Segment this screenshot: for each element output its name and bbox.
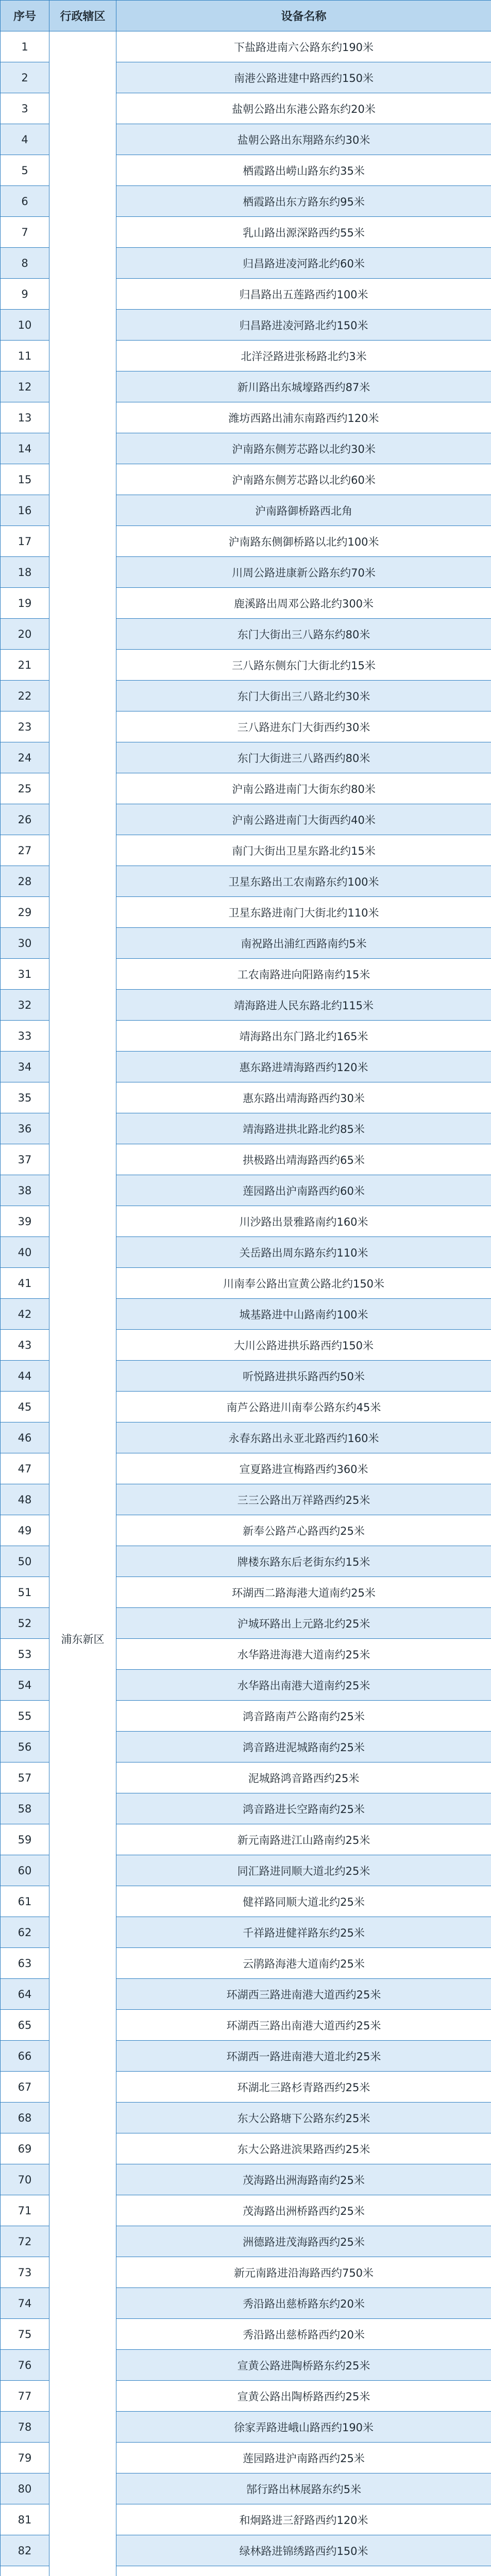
- row-device-name: 沪南路东侧御桥路以北约100米: [116, 526, 491, 557]
- row-device-name: 三八路进东门大街西约30米: [116, 711, 491, 742]
- row-seq: 41: [1, 1268, 49, 1299]
- row-device-name: 沪南路东侧芳芯路以北约30米: [116, 433, 491, 464]
- row-device-name: 东大公路进滨果路西约25米: [116, 2133, 491, 2164]
- header-row: [1, 1, 491, 31]
- row-seq: 33: [1, 1021, 49, 1052]
- row-device-name: 秀沿路出慈桥路西约20米: [116, 2319, 491, 2350]
- row-device-name: 新川路出东城壕路西约87米: [116, 371, 491, 402]
- row-device-name: 栖霞路出崂山路东约35米: [116, 155, 491, 186]
- row-device-name: 东大公路塘下公路东约25米: [116, 2103, 491, 2133]
- row-device-name: 宣黄公路进陶桥路东约25米: [116, 2350, 491, 2381]
- row-device-name: 牌楼东路东后老街东约15米: [116, 1546, 491, 1577]
- row-device-name: 秀沿路出慈桥路东约20米: [116, 2288, 491, 2319]
- row-device-name: 东门大街进三八路西约80米: [116, 742, 491, 773]
- row-device-name: 鸿音路进泥城路南约25米: [116, 1732, 491, 1762]
- row-device-name: 南港公路进建中路西约150米: [116, 62, 491, 93]
- table-body: [1, 31, 491, 2576]
- row-seq: 75: [1, 2319, 49, 2350]
- row-seq: 10: [1, 310, 49, 341]
- row-seq: 35: [1, 1082, 49, 1113]
- row-seq: 39: [1, 1206, 49, 1237]
- row-seq: 62: [1, 1917, 49, 1948]
- row-device-name: 大川公路进拱乐路西约150米: [116, 1330, 491, 1361]
- row-device-name: 听悦路进拱乐路西约50米: [116, 1361, 491, 1392]
- row-device-name: 川沙路出景雅路南约160米: [116, 1206, 491, 1237]
- row-device-name: 洲德路进茂海路西约25米: [116, 2226, 491, 2257]
- row-seq: 29: [1, 897, 49, 928]
- row-device-name: 潍坊西路出浦东南路西约120米: [116, 402, 491, 433]
- row-device-name: 南芦公路进川南奉公路东约45米: [116, 1392, 491, 1422]
- row-device-name: 关岳路出周东路东约110米: [116, 1237, 491, 1268]
- row-seq: 2: [1, 62, 49, 93]
- row-device-name: 川周公路进康新公路东约70米: [116, 557, 491, 588]
- row-seq: 7: [1, 217, 49, 248]
- row-seq: 82: [1, 2535, 49, 2566]
- row-device-name: 环湖西二路海港大道南约25米: [116, 1577, 491, 1608]
- row-seq: 67: [1, 2072, 49, 2103]
- row-device-name: 永春东路出永亚北路西约160米: [116, 1422, 491, 1453]
- row-device-name: 环湖北三路杉青路西约25米: [116, 2072, 491, 2103]
- district-cell: 浦东新区: [49, 31, 116, 2576]
- row-seq: 77: [1, 2381, 49, 2412]
- row-device-name: 栖霞路出东方路东约95米: [116, 186, 491, 217]
- row-seq: 55: [1, 1701, 49, 1732]
- row-device-name: [116, 2566, 491, 2576]
- row-device-name: 环湖西三路进南港大道西约25米: [116, 1979, 491, 2010]
- row-seq: 42: [1, 1299, 49, 1330]
- row-seq: 63: [1, 1948, 49, 1979]
- row-device-name: 乳山路出源深路西约55米: [116, 217, 491, 248]
- row-seq: 73: [1, 2257, 49, 2288]
- row-device-name: 宣黄公路出陶桥路西约25米: [116, 2381, 491, 2412]
- row-device-name: 东门大街出三八路东约80米: [116, 619, 491, 650]
- row-seq: 15: [1, 464, 49, 495]
- row-device-name: 归昌路进凌河路北约60米: [116, 248, 491, 279]
- row-seq: 76: [1, 2350, 49, 2381]
- row-device-name: 茂海路出洲桥路西约25米: [116, 2195, 491, 2226]
- row-seq: 79: [1, 2443, 49, 2473]
- row-seq: 32: [1, 990, 49, 1021]
- row-device-name: 工农南路进向阳路南约15米: [116, 959, 491, 990]
- row-seq: 40: [1, 1237, 49, 1268]
- row-device-name: 三八路东侧东门大街北约15米: [116, 650, 491, 681]
- row-seq: 38: [1, 1175, 49, 1206]
- row-device-name: 鹿溪路出周邓公路北约300米: [116, 588, 491, 619]
- row-seq: 64: [1, 1979, 49, 2010]
- row-seq: 36: [1, 1113, 49, 1144]
- row-device-name: 下盐路进南六公路东约190米: [116, 31, 491, 62]
- row-device-name: 和炯路进三舒路西约120米: [116, 2504, 491, 2535]
- row-seq: 9: [1, 279, 49, 310]
- row-device-name: 新元南路进沿海路西约750米: [116, 2257, 491, 2288]
- row-seq: 4: [1, 124, 49, 155]
- row-device-name: 惠东路出靖海路西约30米: [116, 1082, 491, 1113]
- row-seq: 61: [1, 1886, 49, 1917]
- row-seq: 6: [1, 186, 49, 217]
- row-seq: 50: [1, 1546, 49, 1577]
- row-device-name: 沪南路东侧芳芯路以北约60米: [116, 464, 491, 495]
- row-device-name: 鸿音路进长空路南约25米: [116, 1793, 491, 1824]
- header-seq: 序号: [1, 1, 49, 31]
- row-device-name: 沪城环路出上元路北约25米: [116, 1608, 491, 1639]
- row-seq: 27: [1, 835, 49, 866]
- row-device-name: 水华路出南港大道南约25米: [116, 1670, 491, 1701]
- row-device-name: 靖海路进拱北路北约85米: [116, 1113, 491, 1144]
- row-device-name: 盐朝公路出东翔路东约30米: [116, 124, 491, 155]
- row-device-name: 莲园路进沪南路西约25米: [116, 2443, 491, 2473]
- row-device-name: 茂海路出洲海路南约25米: [116, 2164, 491, 2195]
- row-seq: 66: [1, 2041, 49, 2072]
- row-device-name: 沪南公路进南门大街东约80米: [116, 773, 491, 804]
- row-seq: 49: [1, 1515, 49, 1546]
- row-device-name: 惠东路进靖海路西约120米: [116, 1052, 491, 1082]
- row-device-name: 郜行路出林展路东约5米: [116, 2473, 491, 2504]
- row-seq: 5: [1, 155, 49, 186]
- row-seq: 60: [1, 1855, 49, 1886]
- row-device-name: 东门大街出三八路北约30米: [116, 681, 491, 711]
- row-seq: 80: [1, 2473, 49, 2504]
- row-device-name: 南祝路出浦红西路南约5米: [116, 928, 491, 959]
- table-row: [1, 31, 491, 62]
- row-seq: [1, 2566, 49, 2576]
- row-seq: 54: [1, 1670, 49, 1701]
- row-device-name: 云鹃路海港大道南约25米: [116, 1948, 491, 1979]
- row-device-name: 城基路进中山路南约100米: [116, 1299, 491, 1330]
- row-seq: 53: [1, 1639, 49, 1670]
- row-device-name: 靖海路进人民东路北约115米: [116, 990, 491, 1021]
- row-seq: 16: [1, 495, 49, 526]
- row-seq: 31: [1, 959, 49, 990]
- row-device-name: 沪南公路进南门大街西约40米: [116, 804, 491, 835]
- row-device-name: 鸿音路南芦公路南约25米: [116, 1701, 491, 1732]
- row-device-name: 盐朝公路出东港公路东约20米: [116, 93, 491, 124]
- row-seq: 65: [1, 2010, 49, 2041]
- row-seq: 46: [1, 1422, 49, 1453]
- row-seq: 44: [1, 1361, 49, 1392]
- row-seq: 47: [1, 1453, 49, 1484]
- row-seq: 81: [1, 2504, 49, 2535]
- row-seq: 17: [1, 526, 49, 557]
- row-seq: 78: [1, 2412, 49, 2443]
- row-device-name: 卫星东路进南门大街北约110米: [116, 897, 491, 928]
- row-seq: 71: [1, 2195, 49, 2226]
- row-seq: 12: [1, 371, 49, 402]
- row-seq: 22: [1, 681, 49, 711]
- row-device-name: 泥城路鸿音路西约25米: [116, 1762, 491, 1793]
- row-seq: 34: [1, 1052, 49, 1082]
- row-seq: 23: [1, 711, 49, 742]
- row-device-name: 徐家弄路进峨山路西约190米: [116, 2412, 491, 2443]
- row-seq: 70: [1, 2164, 49, 2195]
- row-seq: 68: [1, 2103, 49, 2133]
- row-seq: 45: [1, 1392, 49, 1422]
- row-device-name: 北洋泾路进张杨路北约3米: [116, 341, 491, 371]
- row-seq: 52: [1, 1608, 49, 1639]
- row-device-name: 新奉公路芦心路西约25米: [116, 1515, 491, 1546]
- row-seq: 48: [1, 1484, 49, 1515]
- row-seq: 3: [1, 93, 49, 124]
- row-device-name: 环湖西一路进南港大道北约25米: [116, 2041, 491, 2072]
- row-device-name: 归昌路出五莲路西约100米: [116, 279, 491, 310]
- row-seq: 21: [1, 650, 49, 681]
- row-device-name: 绿林路进锦绣路西约150米: [116, 2535, 491, 2566]
- row-seq: 72: [1, 2226, 49, 2257]
- row-device-name: 莲园路出沪南路西约60米: [116, 1175, 491, 1206]
- row-seq: 19: [1, 588, 49, 619]
- row-device-name: 拱极路出靖海路西约65米: [116, 1144, 491, 1175]
- row-device-name: 环湖西三路出南港大道西约25米: [116, 2010, 491, 2041]
- row-device-name: 千祥路进健祥路东约25米: [116, 1917, 491, 1948]
- header-district: 行政辖区: [49, 1, 116, 31]
- row-device-name: 水华路进海港大道南约25米: [116, 1639, 491, 1670]
- row-seq: 20: [1, 619, 49, 650]
- row-seq: 18: [1, 557, 49, 588]
- row-seq: 58: [1, 1793, 49, 1824]
- row-device-name: 宣夏路进宣梅路西约360米: [116, 1453, 491, 1484]
- row-seq: 43: [1, 1330, 49, 1361]
- row-seq: 8: [1, 248, 49, 279]
- row-seq: 69: [1, 2133, 49, 2164]
- row-seq: 30: [1, 928, 49, 959]
- row-seq: 56: [1, 1732, 49, 1762]
- row-device-name: 靖海路出东门路北约165米: [116, 1021, 491, 1052]
- row-device-name: 归昌路进凌河路北约150米: [116, 310, 491, 341]
- row-seq: 1: [1, 31, 49, 62]
- row-device-name: 同汇路进同顺大道北约25米: [116, 1855, 491, 1886]
- row-seq: 24: [1, 742, 49, 773]
- row-seq: 13: [1, 402, 49, 433]
- row-device-name: 川南奉公路出宣黄公路北约150米: [116, 1268, 491, 1299]
- table-header: [1, 1, 491, 31]
- row-seq: 11: [1, 341, 49, 371]
- row-seq: 74: [1, 2288, 49, 2319]
- row-device-name: 三三公路出万祥路西约25米: [116, 1484, 491, 1515]
- row-seq: 59: [1, 1824, 49, 1855]
- row-seq: 26: [1, 804, 49, 835]
- row-seq: 25: [1, 773, 49, 804]
- header-device-name: 设备名称: [116, 1, 491, 31]
- row-device-name: 新元南路进江山路南约25米: [116, 1824, 491, 1855]
- row-seq: 28: [1, 866, 49, 897]
- row-seq: 37: [1, 1144, 49, 1175]
- row-seq: 51: [1, 1577, 49, 1608]
- row-device-name: 南门大街出卫星东路北约15米: [116, 835, 491, 866]
- row-device-name: 卫星东路出工农南路东约100米: [116, 866, 491, 897]
- row-seq: 57: [1, 1762, 49, 1793]
- row-device-name: 健祥路同顺大道北约25米: [116, 1886, 491, 1917]
- row-device-name: 沪南路御桥路西北角: [116, 495, 491, 526]
- row-seq: 14: [1, 433, 49, 464]
